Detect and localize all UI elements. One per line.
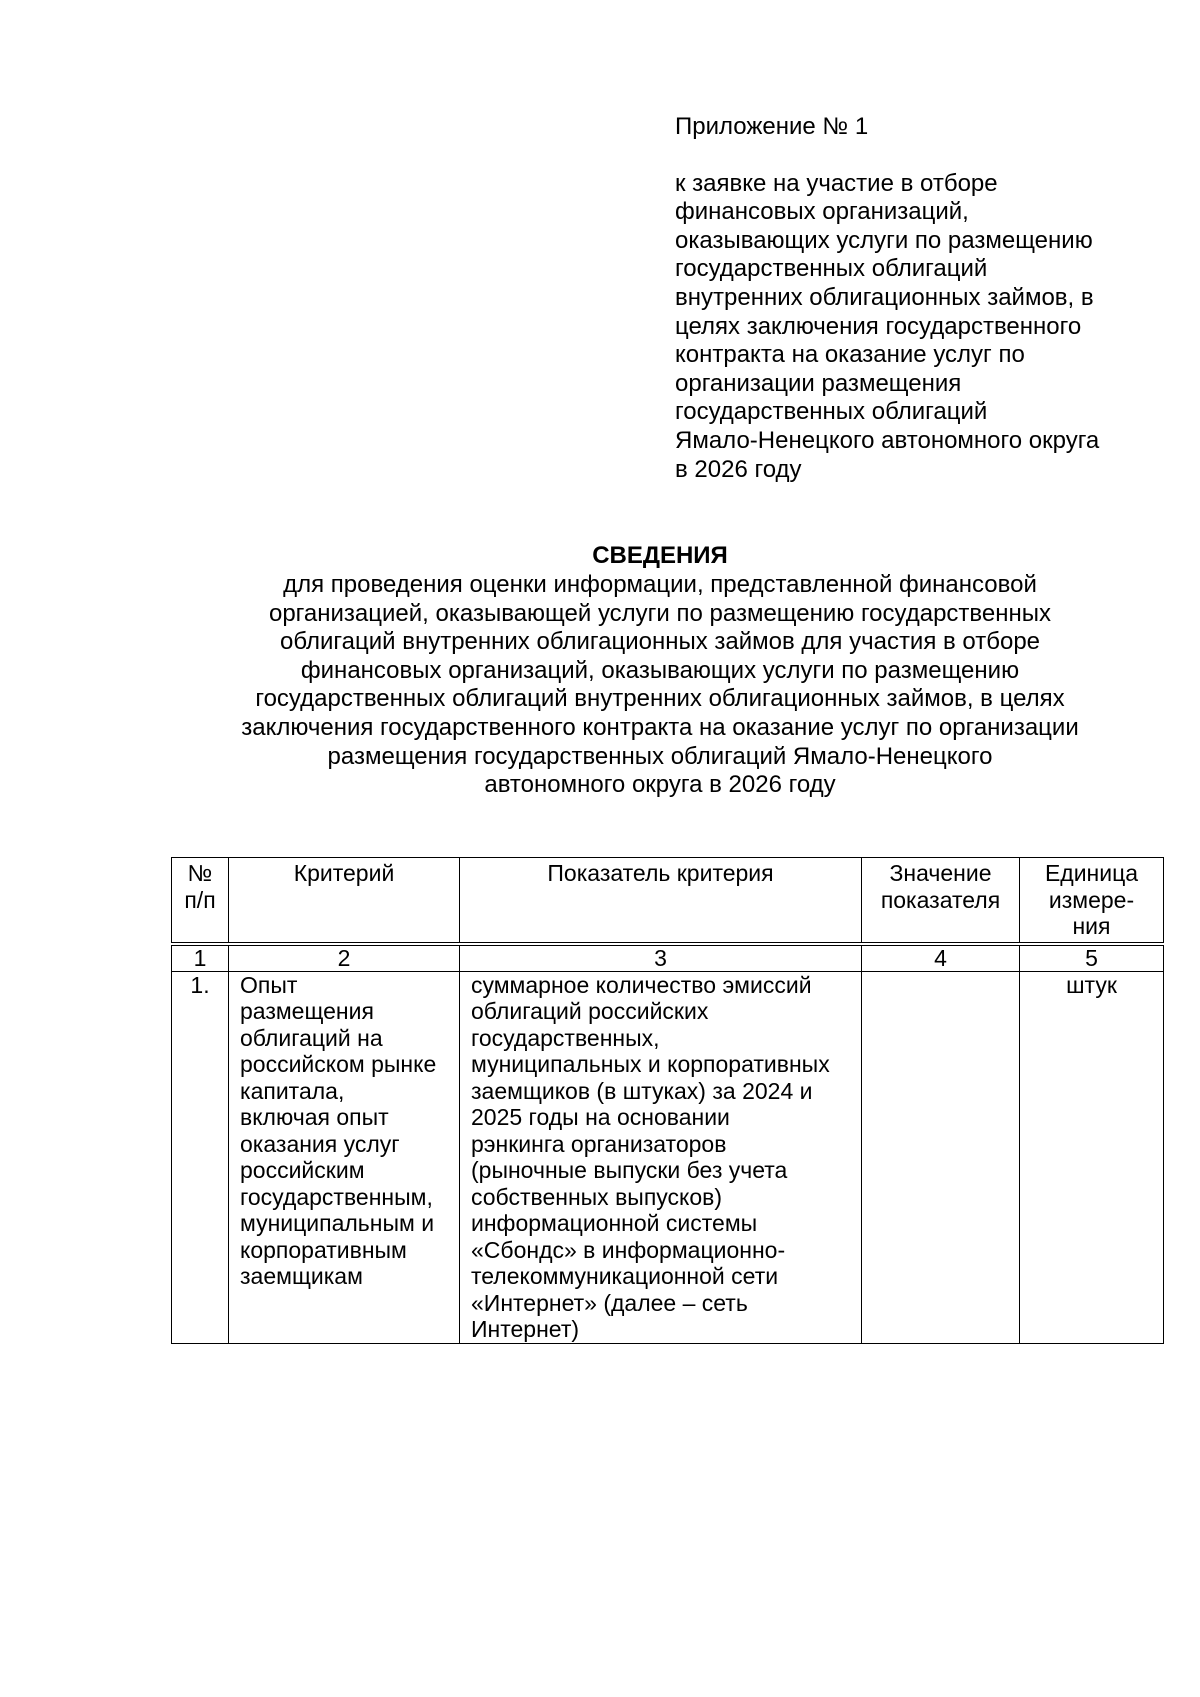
appendix-block [675,113,1175,484]
column-number: 2 [229,944,460,972]
header-unit: Единица измере- ния [1020,858,1164,944]
column-number-row [172,944,1164,972]
criteria-table [171,857,1164,1344]
document-subtitle: для проведения оценки информации, представленной финансовой организацией, оказывающей услуги по размещению государственных облигаций внутренних облигационных займов для участия в отборе финансовых организаций, оказывающих услуги по размещению государственных облигаций внутренних облигационных займов, в целях заключения государственного контракта на оказание услуг по организации размещения государственных облигаций Ямало-Ненецкого автономного округа в 2026 году [241,571,1079,799]
row-unit: штук [1020,971,1164,1343]
column-number: 4 [862,944,1020,972]
table-row [172,971,1164,1343]
column-number: 1 [172,944,229,972]
header-indicator: Показатель критерия [460,858,862,944]
header-value: Значение показателя [862,858,1020,944]
document-heading [160,541,1160,800]
header-number: № п/п [172,858,229,944]
column-number: 5 [1020,944,1164,972]
appendix-text: к заявке на участие в отборе финансовых организаций, оказывающих услуги по размещению государственных облигаций внутренних облигационных займов, в целях заключения государственного контракта на оказание услуг по организации размещения государственных облигаций Ямало-Ненецкого автономного округа в 2026 году [675,169,1100,483]
row-indicator: суммарное количество эмиссий облигаций российских государственных, муниципальных и корпоративных заемщиков (в штуках) за 2024 и 2025 годы на основании рэнкинга организаторов (рыночные выпуски без учета собственных выпусков) информационной системы «Сбондс» в информационно- телекоммуникационной сети «Интернет» (далее – сеть Интернет) [460,971,862,1343]
row-value [862,971,1020,1343]
column-number: 3 [460,944,862,972]
document-title: СВЕДЕНИЯ [592,542,728,569]
row-criterion: Опыт размещения облигаций на российском рынке капитала, включая опыт оказания услуг российским государственным, муниципальным и корпоративным заемщикам [229,971,460,1343]
table-header-row [172,858,1164,944]
row-number: 1. [172,971,229,1343]
header-criterion: Критерий [229,858,460,944]
appendix-title: Приложение № 1 [675,113,869,140]
